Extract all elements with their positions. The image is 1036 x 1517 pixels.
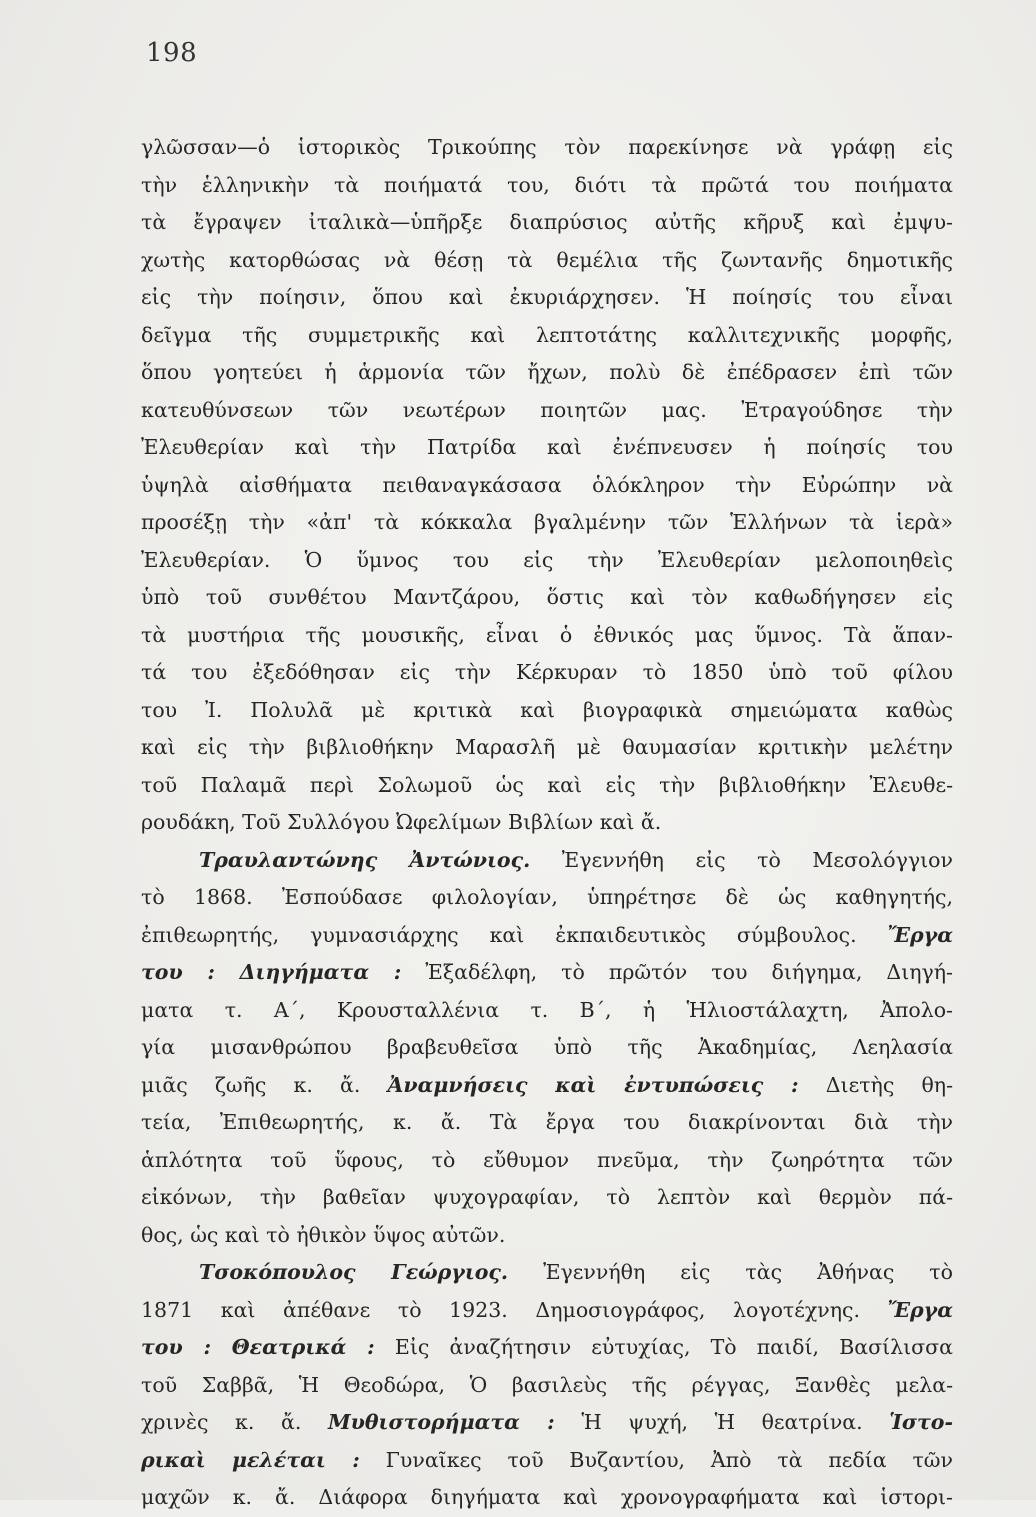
bold-heading-text: του : Θεατρικά : (141, 1335, 375, 1359)
text-line (141, 1067, 953, 1105)
line-text: Ἐξαδέλφη, τὸ πρῶτόν του διήγημα, Διηγή- (401, 960, 953, 984)
text-line (141, 654, 953, 692)
text-line (141, 1292, 953, 1330)
text-line (141, 129, 953, 167)
text-line (141, 1479, 953, 1517)
text-line (141, 917, 953, 955)
line-text: χωτὴς κατορθώσας νὰ θέσῃ τὰ θεμέλια τῆς ζωντανῆς δημοτικῆς (141, 247, 953, 272)
line-text: 1871 καὶ ἀπέθανε τὸ 1923. Δημοσιογράφος, λογοτέχνης. (141, 1297, 888, 1322)
line-text: μαχῶν κ. ἄ. Διάφορα διηγήματα καὶ χρονογραφήματα καὶ ἱστορι- (141, 1485, 953, 1509)
text-line (141, 167, 953, 205)
text-line (141, 767, 953, 805)
text-line (141, 1329, 953, 1367)
text-line (141, 279, 953, 317)
text-line (141, 729, 953, 767)
bold-heading-text: Τραυλαντώνης Ἀντώνιος. (199, 847, 531, 872)
bold-heading-text: Ἱστο- (889, 1410, 953, 1434)
bold-heading-text: ρικαὶ μελέται : (141, 1447, 360, 1472)
text-line (141, 804, 953, 842)
line-text: εἰς τὴν ποίησιν, ὅπου καὶ ἐκυριάρχησεν. Ἡ ποίησίς του εἶναι (141, 285, 953, 309)
text-line (141, 1104, 953, 1142)
text-line (141, 392, 953, 430)
text-line (141, 242, 953, 280)
line-text: του Ἰ. Πολυλᾶ μὲ κριτικὰ καὶ βιογραφικὰ σημειώματα καθὼς (141, 697, 953, 722)
bold-heading-text: Μυθιστορήματα : (327, 1410, 555, 1434)
page-number: 198 (146, 38, 198, 68)
line-text: τοῦ Παλαμᾶ περὶ Σολωμοῦ ὡς καὶ εἰς τὴν βιβλιοθήκην Ἐλευθε- (141, 772, 953, 797)
line-text: εἰκόνων, τὴν βαθεῖαν ψυχογραφίαν, τὸ λεπτὸν καὶ θερμὸν πά- (141, 1185, 953, 1209)
line-text: Ἐγεννήθη εἰς τὸ Μεσολόγγιον (530, 847, 953, 872)
text-line (141, 617, 953, 655)
text-line (141, 1404, 953, 1442)
text-line (141, 317, 953, 355)
text-line (141, 842, 953, 880)
line-text: κατευθύνσεων τῶν νεωτέρων ποιητῶν μας. Ἐτραγούδησε τὴν (141, 397, 953, 422)
line-text: γία μισανθρώπου βραβευθεῖσα ὑπὸ τῆς Ἀκαδημίας, Λεηλασία (141, 1035, 953, 1059)
line-text: Ἐγεννήθη εἰς τὰς Ἀθήνας τὸ (508, 1260, 953, 1284)
body-text (141, 129, 953, 1517)
line-text: μιᾶς ζωῆς κ. ἄ. (141, 1072, 388, 1097)
line-text: γλῶσσαν—ὁ ἱστορικὸς Τρικούπης τὸν παρεκίνησε νὰ γράφῃ εἰς (141, 135, 953, 159)
line-text: Ἐλευθερίαν. Ὁ ὕμνος του εἰς τὴν Ἐλευθερίαν μελοποιηθεὶς (141, 547, 953, 572)
line-text: τὸ 1868. Ἐσπούδασε φιλολογίαν, ὑπηρέτησε δὲ ὡς καθηγητής, (141, 885, 953, 909)
line-text: τὰ μυστήρια τῆς μουσικῆς, εἶναι ὁ ἐθνικός μας ὕμνος. Τὰ ἅπαν- (141, 622, 953, 647)
bold-heading-text: Ἔργα (887, 1297, 953, 1322)
line-text: ὅπου γοητεύει ἡ ἁρμονία τῶν ἤχων, πολὺ δὲ ἐπέδρασεν ἐπὶ τῶν (141, 360, 953, 384)
text-line (141, 1142, 953, 1180)
line-text: Γυναῖκες τοῦ Βυζαντίου, Ἀπὸ τὰ πεδία τῶν (359, 1447, 953, 1472)
line-text: τά του ἐξεδόθησαν εἰς τὴν Κέρκυραν τὸ 1850 ὑπὸ τοῦ φίλου (141, 660, 953, 684)
line-text: Εἰς ἀναζήτησιν εὐτυχίας, Τὸ παιδί, Βασίλισσα (374, 1335, 953, 1359)
text-line (141, 429, 953, 467)
text-line (141, 954, 953, 992)
line-text: ὑπὸ τοῦ συνθέτου Μαντζάρου, ὅστις καὶ τὸν καθωδήγησεν εἰς (141, 585, 953, 609)
text-line (141, 504, 953, 542)
text-line (141, 542, 953, 580)
bold-heading-text: του : Διηγήματα : (141, 960, 402, 984)
text-line (141, 579, 953, 617)
text-line (141, 1442, 953, 1480)
line-text: τεία, Ἐπιθεωρητής, κ. ἄ. Τὰ ἔργα του διακρίνονται διὰ τὴν (141, 1110, 953, 1134)
bold-heading-text: Ἔργα (887, 922, 953, 947)
line-text: ρουδάκη, Τοῦ Συλλόγου Ὠφελίμων Βιβλίων καὶ ἄ. (141, 810, 662, 834)
line-text: θος, ὡς καὶ τὸ ἠθικὸν ὕψος αὐτῶν. (141, 1222, 506, 1247)
text-line (141, 1254, 953, 1292)
line-text: ἐπιθεωρητής, γυμνασιάρχης καὶ ἐκπαιδευτικὸς σύμβουλος. (141, 922, 888, 947)
text-line (141, 1217, 953, 1255)
bold-heading-text: Τσοκόπουλος Γεώργιος. (199, 1260, 509, 1284)
line-text: τοῦ Σαββᾶ, Ἡ Θεοδώρα, Ὁ βασιλεὺς τῆς ρέγγας, Ξανθὲς μελα- (141, 1372, 953, 1397)
text-line (141, 1029, 953, 1067)
bold-heading-text: Ἀναμνήσεις καὶ ἐντυπώσεις : (387, 1072, 799, 1097)
line-text: τὴν ἑλληνικὴν τὰ ποιήματά του, διότι τὰ πρῶτά του ποιήματα (141, 172, 953, 197)
line-text: Διετὴς θη- (798, 1072, 953, 1097)
text-line (141, 1179, 953, 1217)
line-text: προσέξῃ τὴν «ἀπ' τὰ κόκκαλα βγαλμένην τῶν Ἑλλήνων τὰ ἱερὰ» (141, 510, 953, 534)
text-line (141, 204, 953, 242)
text-line (141, 1367, 953, 1405)
line-text: Ἡ ψυχή, Ἡ θεατρίνα. (554, 1410, 890, 1434)
line-text: ἁπλότητα τοῦ ὕφους, τὸ εὔθυμον πνεῦμα, τὴν ζωηρότητα τῶν (141, 1147, 953, 1172)
line-text: τὰ ἔγραψεν ἰταλικὰ—ὑπῆρξε διαπρύσιος αὐτῆς κῆρυξ καὶ ἐμψυ- (141, 210, 953, 234)
line-text: χρινὲς κ. ἄ. (141, 1410, 328, 1434)
line-text: δεῖγμα τῆς συμμετρικῆς καὶ λεπτοτάτης καλλιτεχνικῆς μορφῆς, (141, 322, 953, 347)
line-text: Ἐλευθερίαν καὶ τὴν Πατρίδα καὶ ἐνέπνευσεν ἡ ποίησίς του (141, 435, 953, 459)
line-text: καὶ εἰς τὴν βιβλιοθήκην Μαρασλῆ μὲ θαυμασίαν κριτικὴν μελέτην (141, 735, 953, 759)
text-line (141, 354, 953, 392)
text-line (141, 692, 953, 730)
text-line (141, 879, 953, 917)
text-line (141, 992, 953, 1030)
line-text: ματα τ. Α΄, Κρουσταλλένια τ. Β΄, ἡ Ἡλιοστάλαχτη, Ἀπολο- (141, 997, 953, 1022)
line-text: ὑψηλὰ αἰσθήματα πειθαναγκάσασα ὁλόκληρον τὴν Εὐρώπην νὰ (141, 472, 953, 497)
text-line (141, 467, 953, 505)
